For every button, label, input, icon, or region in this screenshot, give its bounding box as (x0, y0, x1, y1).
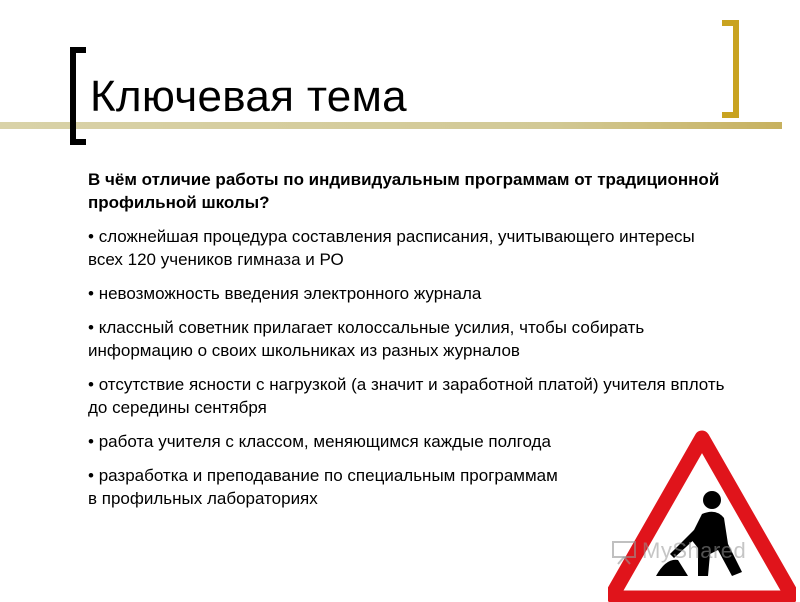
bullet-item: • невозможность введения электронного журнала (88, 282, 728, 305)
right-bracket-decoration (722, 20, 739, 118)
slide-title: Ключевая тема (90, 72, 407, 121)
bullet-item: • разработка и преподавание по специальным программам в профильных лабораториях (88, 464, 558, 510)
title-rule (0, 122, 782, 129)
bullet-item: • классный советник прилагает колоссальные усилия, чтобы собирать информацию о своих школьниках из разных журналов (88, 316, 728, 362)
bullet-item: • сложнейшая процедура составления расписания, учитывающего интересы всех 120 учеников гимназа и РО (88, 225, 728, 271)
watermark (610, 538, 746, 565)
bullet-item: • отсутствие ясности с нагрузкой (а значит и заработной платой) учителя вплоть до середины сентября (88, 373, 728, 419)
presentation-icon (610, 539, 638, 565)
bullet-item: • работа учителя с классом, меняющимся каждые полгода (88, 430, 633, 453)
left-bracket-decoration (70, 47, 86, 145)
road-work-sign-icon (608, 430, 796, 602)
watermark-text: MyShared (642, 538, 747, 563)
question-heading: В чём отличие работы по индивидуальным программам от традиционной профильной школы? (88, 170, 720, 212)
